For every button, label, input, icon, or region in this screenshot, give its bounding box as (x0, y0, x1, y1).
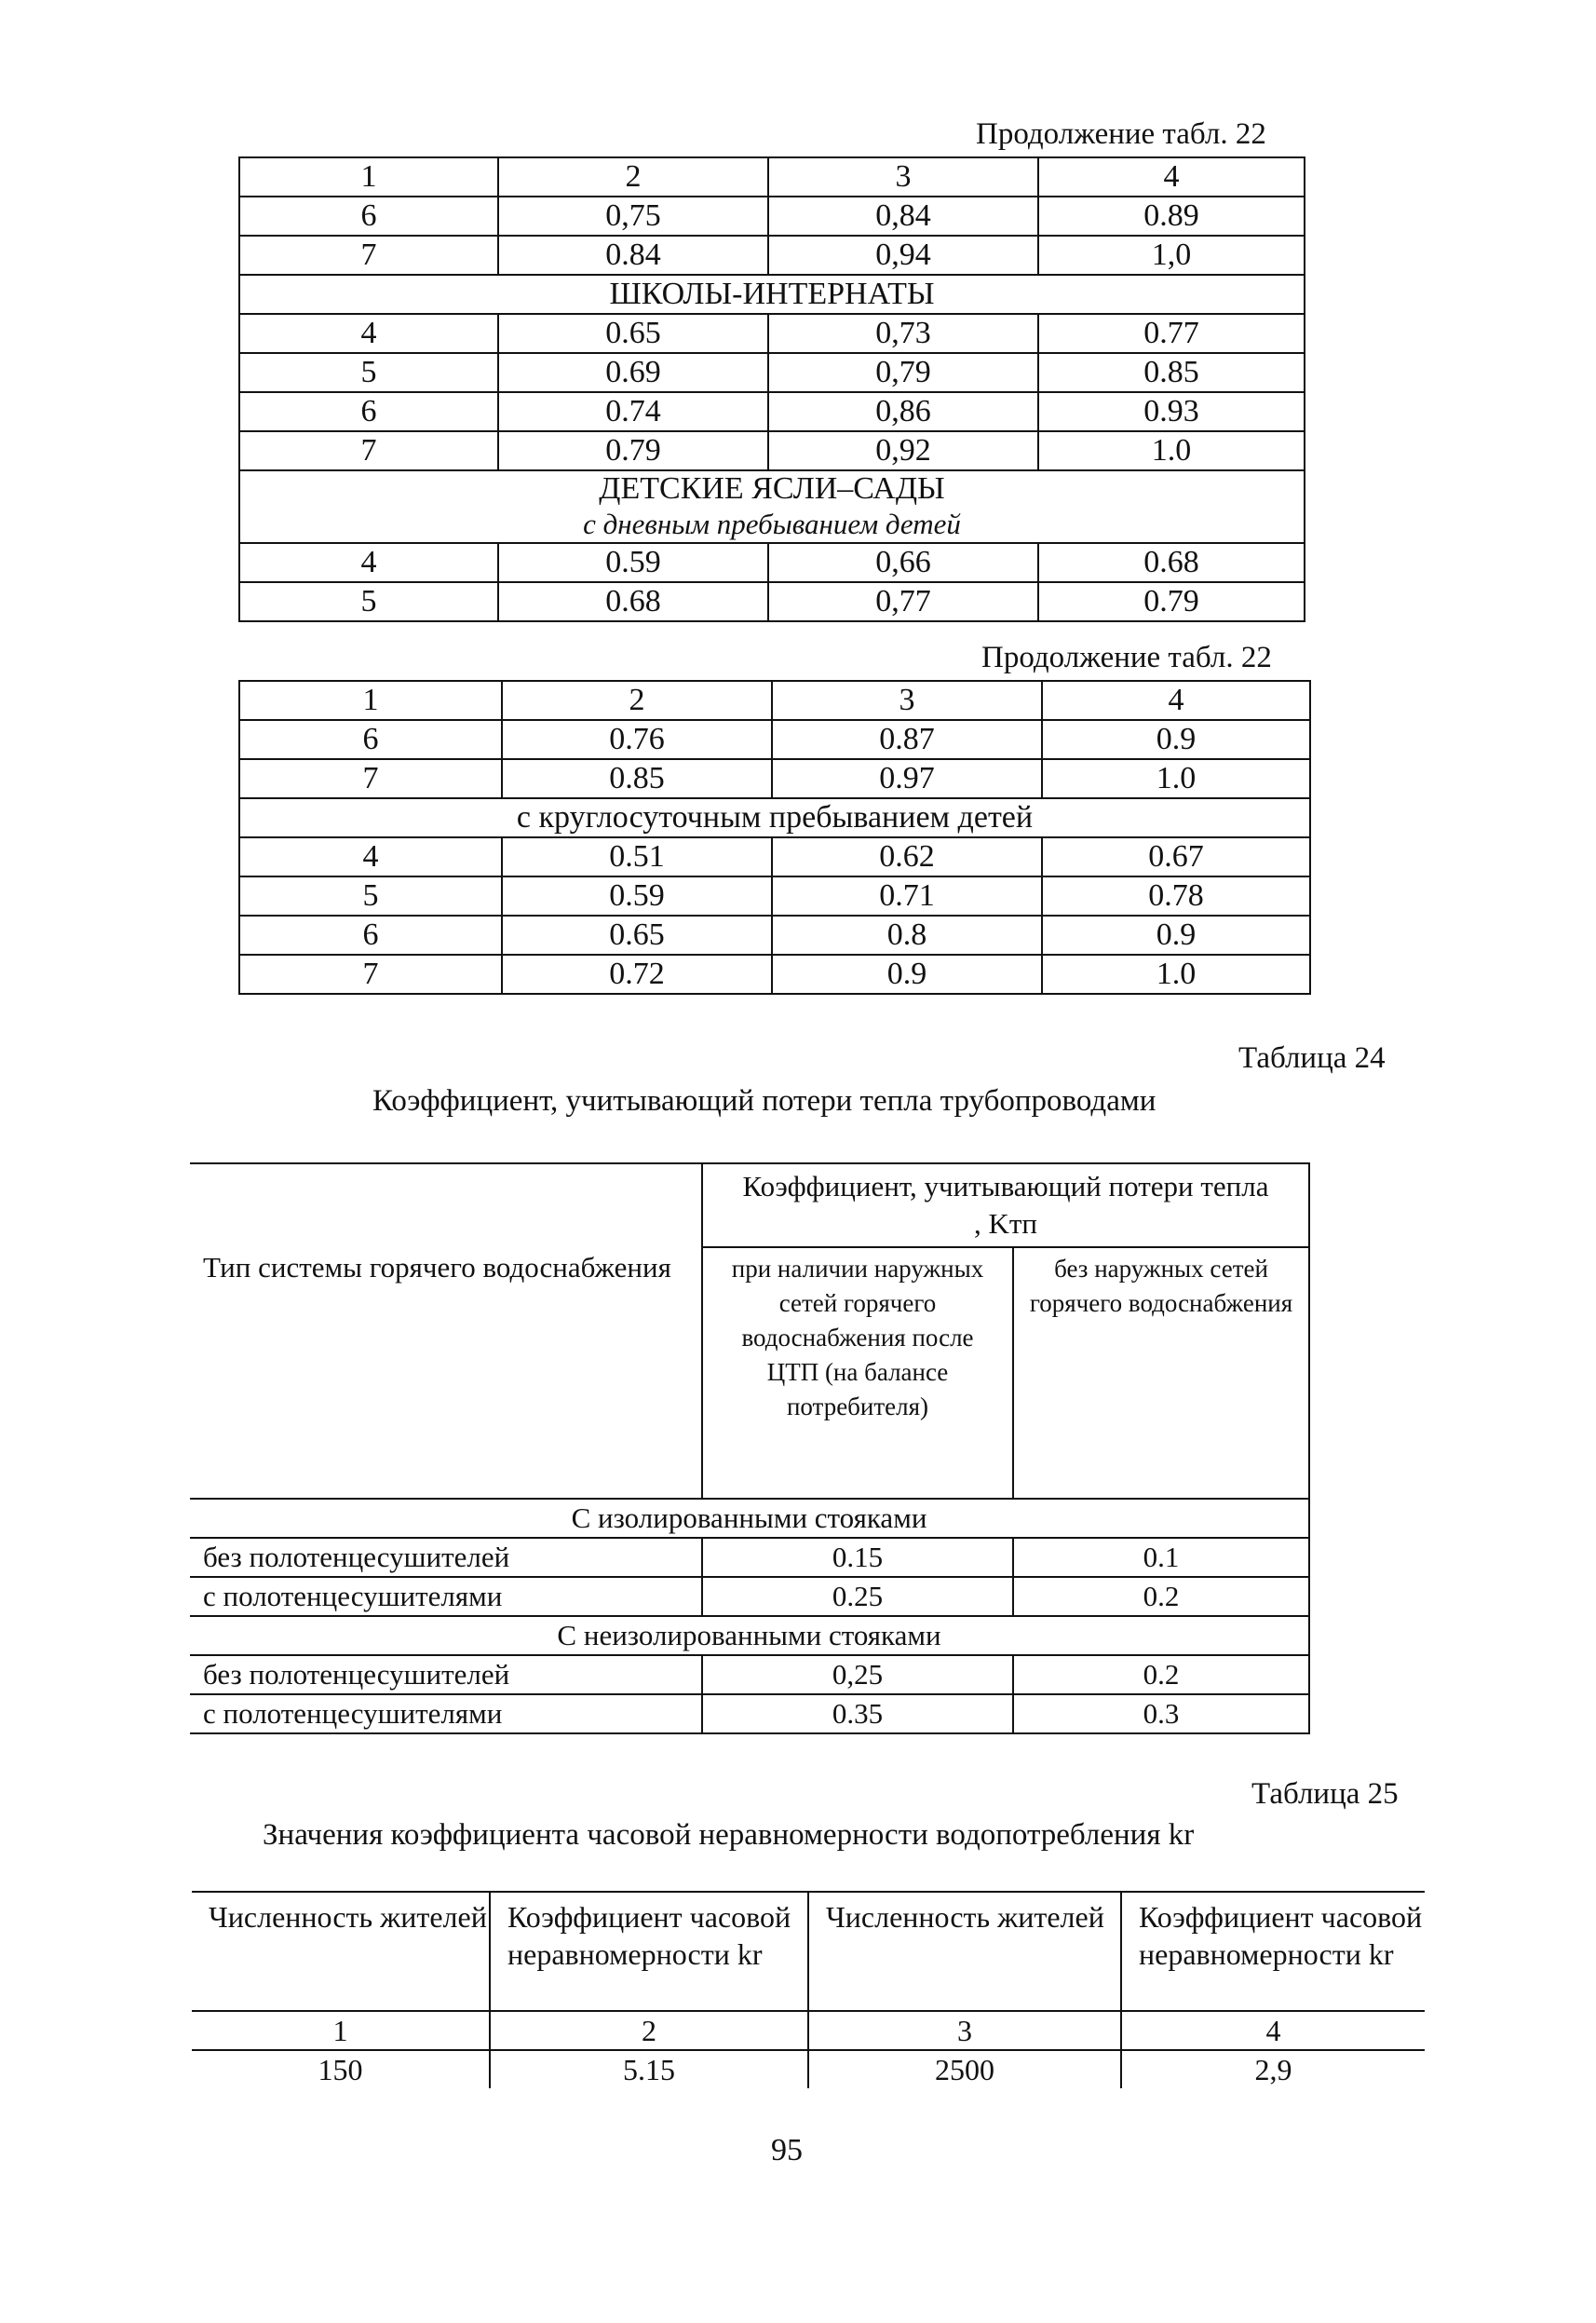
table-cell: 0.51 (502, 837, 772, 876)
table-cell: 0,73 (768, 314, 1038, 353)
col-number-cell: 3 (808, 2011, 1121, 2050)
section-title: с круглосуточным пребыванием детей (239, 798, 1310, 837)
table-header-row (239, 157, 1305, 197)
col-number-cell: 4 (1121, 2011, 1425, 2050)
table-row (190, 1538, 1309, 1577)
table-cell: 5 (239, 353, 498, 392)
table-cell: 4 (239, 314, 498, 353)
table-cell: 0.68 (1038, 543, 1305, 582)
table25 (192, 1891, 1425, 2088)
table-row (239, 955, 1310, 994)
col-number-cell: 2 (498, 157, 768, 197)
table-cell: без полотенцесушителей (190, 1655, 702, 1694)
table-header-row (192, 2011, 1425, 2050)
section-title: С изолированными стояками (190, 1499, 1309, 1538)
table-cell: 0.93 (1038, 392, 1305, 431)
table-cell: 0.68 (498, 582, 768, 621)
table-cell: 0.76 (502, 720, 772, 759)
table-cell: 0.8 (772, 916, 1042, 955)
section-title: ШКОЛЫ-ИНТЕРНАТЫ (239, 275, 1305, 314)
section-subtitle: с дневным пребыванием детей (583, 508, 961, 540)
table-cell: 0.97 (772, 759, 1042, 798)
col-number-cell: 4 (1042, 681, 1310, 720)
coefficient-header: Коэффициент часовой неравномерности kr (1121, 1892, 1425, 2011)
table24-title: Коэффициент, учитывающий потери тепла трубопроводами (372, 1084, 1156, 1118)
table-cell: 0.72 (502, 955, 772, 994)
table-row (239, 916, 1310, 955)
table-header-row (239, 681, 1310, 720)
table-row (190, 1694, 1309, 1733)
table-cell: без полотенцесушителей (190, 1538, 702, 1577)
table-cell: 7 (239, 955, 502, 994)
table-cell: 0.67 (1042, 837, 1310, 876)
table24-label: Таблица 24 (1238, 1041, 1386, 1075)
table-cell: 0.65 (502, 916, 772, 955)
table-cell: 0.62 (772, 837, 1042, 876)
table-cell: 1.0 (1038, 431, 1305, 470)
table-cell: 0.15 (702, 1538, 1013, 1577)
section-row (239, 470, 1305, 543)
coefficient-group-header: Коэффициент, учитывающий потери тепла , Kтп (702, 1163, 1309, 1247)
table-cell: 0.85 (502, 759, 772, 798)
table24 (190, 1162, 1310, 1734)
table-cell: 0.71 (772, 876, 1042, 916)
with-networks-header: при наличии наружных сетей горячего водоснабжения после ЦТП (на балансе потребителя) (702, 1247, 1013, 1499)
col-number-cell: 1 (239, 157, 498, 197)
table-cell: 0.35 (702, 1694, 1013, 1733)
table-cell: 0.2 (1013, 1655, 1309, 1694)
section-row (239, 798, 1310, 837)
table-row (192, 2050, 1425, 2088)
table-row (239, 720, 1310, 759)
table25-title: Значения коэффициента часовой неравномерности водопотребления kr (263, 1818, 1195, 1852)
table-cell: 5 (239, 876, 502, 916)
table-cell: 1,0 (1038, 236, 1305, 275)
table-cell: 0.79 (1038, 582, 1305, 621)
section-title: ДЕТСКИЕ ЯСЛИ–САДЫ (599, 471, 945, 506)
table-cell: 0,79 (768, 353, 1038, 392)
table-cell: 0,86 (768, 392, 1038, 431)
table-cell: 0.25 (702, 1577, 1013, 1616)
section-title: С неизолированными стояками (190, 1616, 1309, 1655)
table-cell: 0.9 (772, 955, 1042, 994)
table-cell: 0.89 (1038, 197, 1305, 236)
table-cell: 0.3 (1013, 1694, 1309, 1733)
table-cell: 5.15 (490, 2050, 808, 2088)
table-cell: 4 (239, 543, 498, 582)
table-cell: 6 (239, 720, 502, 759)
table-header-row (190, 1163, 1309, 1247)
table22-part2-caption: Продолжение табл. 22 (981, 641, 1272, 674)
table-row (239, 876, 1310, 916)
table-cell: 0,77 (768, 582, 1038, 621)
table-cell: 6 (239, 916, 502, 955)
table-cell: 4 (239, 837, 502, 876)
table-row (239, 582, 1305, 621)
table-cell: 0.85 (1038, 353, 1305, 392)
table-cell: 2,9 (1121, 2050, 1425, 2088)
table-header-row (192, 1892, 1425, 2011)
table-row (239, 353, 1305, 392)
table-row (239, 431, 1305, 470)
table-cell: 0.78 (1042, 876, 1310, 916)
table-row (239, 314, 1305, 353)
col-number-cell: 3 (768, 157, 1038, 197)
table-row (239, 759, 1310, 798)
col-number-cell: 4 (1038, 157, 1305, 197)
table-row (190, 1577, 1309, 1616)
table-cell: 1.0 (1042, 955, 1310, 994)
table-cell: с полотенцесушителями (190, 1577, 702, 1616)
table-cell: 6 (239, 197, 498, 236)
table-row (190, 1655, 1309, 1694)
table-cell: 0,25 (702, 1655, 1013, 1694)
table-cell: 0,75 (498, 197, 768, 236)
table22-part2 (238, 680, 1311, 995)
table-cell: 0.87 (772, 720, 1042, 759)
table-cell: 0.1 (1013, 1538, 1309, 1577)
table-row (239, 197, 1305, 236)
col-number-cell: 2 (490, 2011, 808, 2050)
coefficient-header: Коэффициент часовой неравномерности kr (490, 1892, 808, 2011)
table-cell: 0.65 (498, 314, 768, 353)
table-cell: 0.77 (1038, 314, 1305, 353)
table-cell: 0,66 (768, 543, 1038, 582)
col-number-cell: 3 (772, 681, 1042, 720)
table-cell: 0,92 (768, 431, 1038, 470)
table-cell: 0.84 (498, 236, 768, 275)
col-number-cell: 1 (192, 2011, 490, 2050)
table-row (239, 543, 1305, 582)
population-header: Численность жителей (808, 1892, 1121, 2011)
table25-label: Таблица 25 (1251, 1777, 1399, 1811)
table-cell: 7 (239, 431, 498, 470)
table-cell: 7 (239, 759, 502, 798)
table-cell: 6 (239, 392, 498, 431)
section-row (190, 1499, 1309, 1538)
without-networks-header: без наружных сетей горячего водоснабжения (1013, 1247, 1309, 1499)
table-cell: 0,94 (768, 236, 1038, 275)
section-row (190, 1616, 1309, 1655)
table-cell: 0.79 (498, 431, 768, 470)
system-type-header: Тип системы горячего водоснабжения (190, 1163, 702, 1499)
table-cell: 0.69 (498, 353, 768, 392)
table-cell: 7 (239, 236, 498, 275)
col-number-cell: 1 (239, 681, 502, 720)
table-cell: 0.9 (1042, 916, 1310, 955)
table-row (239, 837, 1310, 876)
page-number: 95 (771, 2133, 803, 2167)
population-header: Численность жителей (192, 1892, 490, 2011)
table-cell: 0.74 (498, 392, 768, 431)
table-cell: 0.9 (1042, 720, 1310, 759)
table-cell: 5 (239, 582, 498, 621)
table22-part1-caption: Продолжение табл. 22 (976, 117, 1266, 151)
table-row (239, 392, 1305, 431)
table-cell: 2500 (808, 2050, 1121, 2088)
table-cell: с полотенцесушителями (190, 1694, 702, 1733)
table-cell: 0.59 (502, 876, 772, 916)
table-cell: 0,84 (768, 197, 1038, 236)
table-row (239, 236, 1305, 275)
table-cell: 0.2 (1013, 1577, 1309, 1616)
section-row (239, 275, 1305, 314)
table22-part1 (238, 156, 1305, 622)
table-cell: 1.0 (1042, 759, 1310, 798)
table-cell: 150 (192, 2050, 490, 2088)
table-cell: 0.59 (498, 543, 768, 582)
col-number-cell: 2 (502, 681, 772, 720)
